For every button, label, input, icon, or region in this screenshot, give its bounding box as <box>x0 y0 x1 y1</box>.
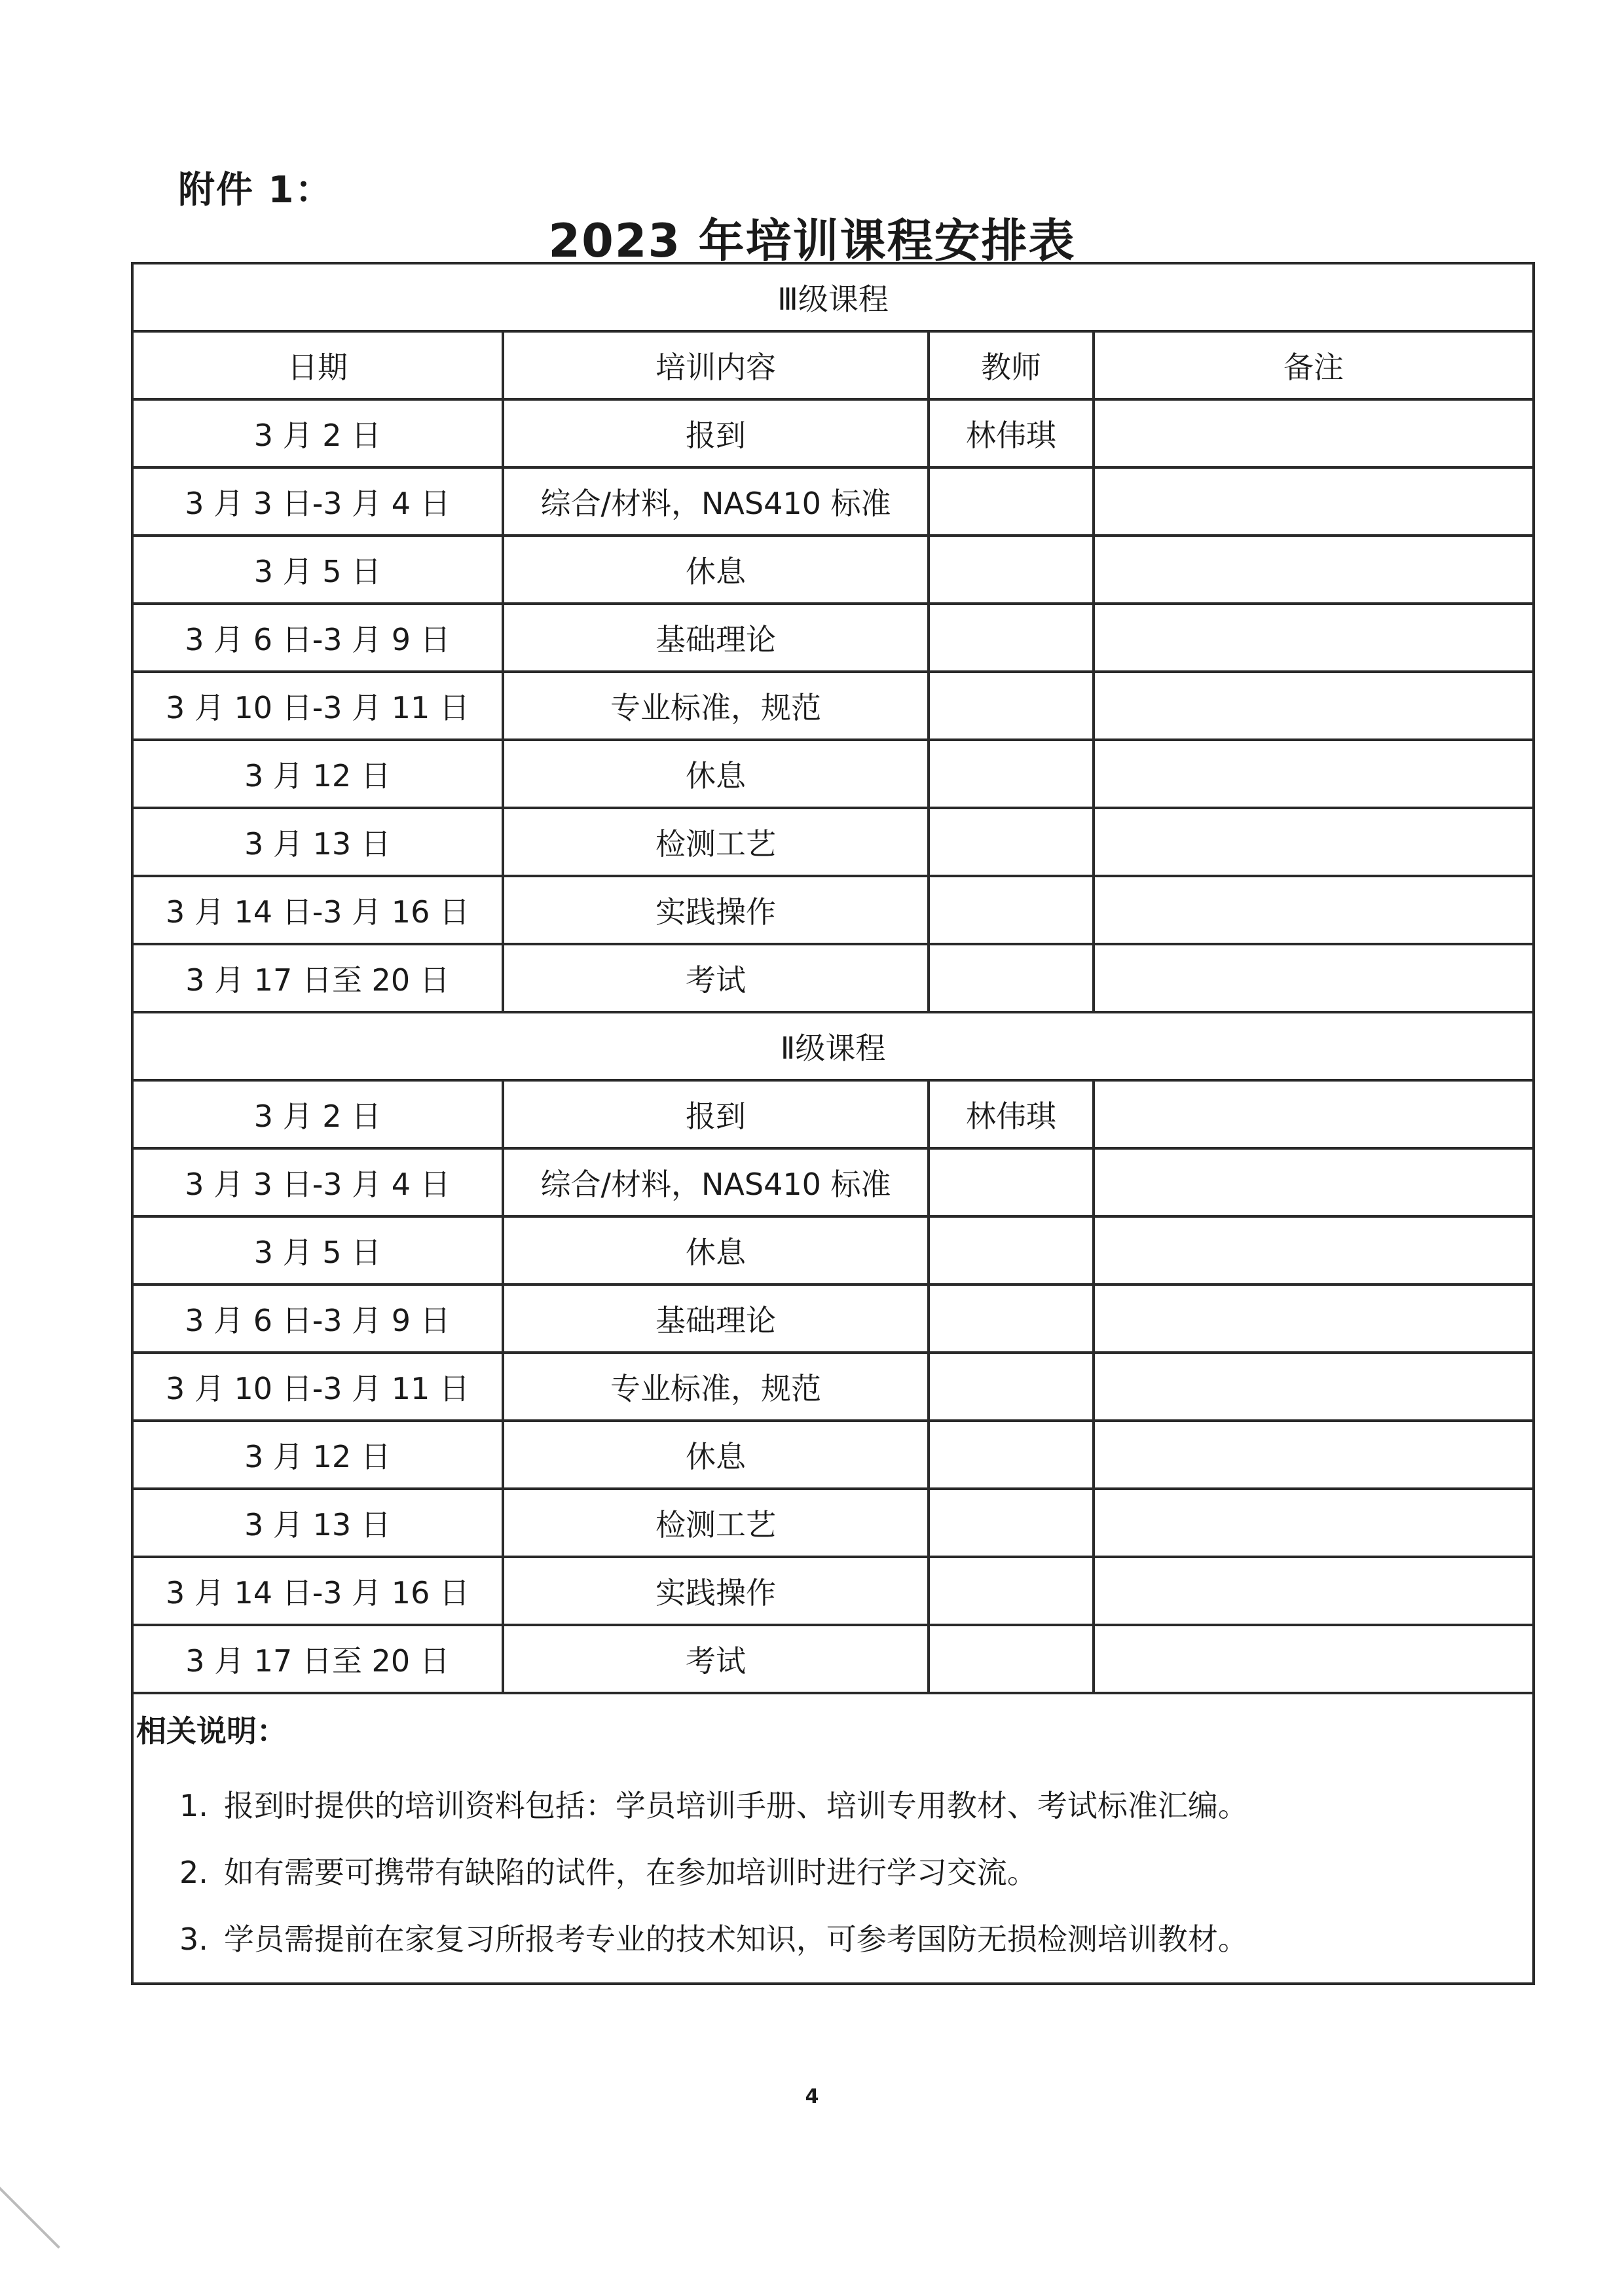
table-row <box>132 808 1534 876</box>
attachment-label: 附件 1： <box>178 169 333 211</box>
note-item <box>179 1782 1532 1825</box>
date-cell: 3 月 3 日-3 月 4 日 <box>132 467 503 536</box>
table-row <box>132 1216 1534 1285</box>
remark-cell <box>1094 1216 1534 1285</box>
teacher-cell <box>929 1625 1094 1693</box>
teacher-cell <box>929 1148 1094 1216</box>
section-title: Ⅲ级课程 <box>132 263 1534 331</box>
teacher-cell <box>929 536 1094 604</box>
note-number: 1. <box>179 1788 208 1823</box>
teacher-cell <box>929 808 1094 876</box>
teacher-cell <box>929 1489 1094 1557</box>
date-cell: 3 月 5 日 <box>132 536 503 604</box>
notes-cell <box>132 1693 1534 1984</box>
header-remark: 备注 <box>1094 331 1534 399</box>
date-cell: 3 月 14 日-3 月 16 日 <box>132 876 503 944</box>
notes-row <box>132 1693 1534 1984</box>
table-row <box>132 740 1534 808</box>
content-cell: 休息 <box>503 740 929 808</box>
remark-cell <box>1094 1625 1534 1693</box>
remark-cell <box>1094 1489 1534 1557</box>
date-cell: 3 月 10 日-3 月 11 日 <box>132 672 503 740</box>
remark-cell <box>1094 1353 1534 1421</box>
content-cell: 实践操作 <box>503 876 929 944</box>
content-cell: 休息 <box>503 1421 929 1489</box>
content-cell: 实践操作 <box>503 1557 929 1625</box>
date-cell: 3 月 17 日至 20 日 <box>132 1625 503 1693</box>
remark-cell <box>1094 740 1534 808</box>
remark-cell <box>1094 399 1534 467</box>
table-row <box>132 1421 1534 1489</box>
table-row <box>132 1285 1534 1353</box>
remark-cell <box>1094 1148 1534 1216</box>
remark-cell <box>1094 944 1534 1012</box>
note-number: 3. <box>179 1922 208 1957</box>
remark-cell <box>1094 604 1534 672</box>
teacher-cell <box>929 1353 1094 1421</box>
note-text: 报到时提供的培训资料包括：学员培训手册、培训专用教材、考试标准汇编。 <box>223 1788 1248 1823</box>
date-cell: 3 月 13 日 <box>132 808 503 876</box>
date-cell: 3 月 14 日-3 月 16 日 <box>132 1557 503 1625</box>
content-cell: 休息 <box>503 1216 929 1285</box>
note-item <box>179 1916 1532 1959</box>
table-row <box>132 1557 1534 1625</box>
teacher-cell <box>929 876 1094 944</box>
table-row <box>132 1625 1534 1693</box>
date-cell: 3 月 6 日-3 月 9 日 <box>132 604 503 672</box>
date-cell: 3 月 10 日-3 月 11 日 <box>132 1353 503 1421</box>
note-text: 学员需提前在家复习所报考专业的技术知识，可参考国防无损检测培训教材。 <box>223 1922 1248 1957</box>
teacher-cell <box>929 467 1094 536</box>
teacher-cell <box>929 672 1094 740</box>
date-cell: 3 月 6 日-3 月 9 日 <box>132 1285 503 1353</box>
date-cell: 3 月 13 日 <box>132 1489 503 1557</box>
date-cell: 3 月 17 日至 20 日 <box>132 944 503 1012</box>
date-cell: 3 月 12 日 <box>132 740 503 808</box>
remark-cell <box>1094 1557 1534 1625</box>
note-item <box>179 1849 1532 1892</box>
content-cell: 报到 <box>503 1080 929 1148</box>
content-cell: 检测工艺 <box>503 808 929 876</box>
content-cell: 综合/材料，NAS410 标准 <box>503 467 929 536</box>
table-row <box>132 604 1534 672</box>
content-cell: 休息 <box>503 536 929 604</box>
remark-cell <box>1094 672 1534 740</box>
scan-artifact-line <box>0 2187 60 2249</box>
content-cell: 专业标准，规范 <box>503 1353 929 1421</box>
page-number: 4 <box>805 2085 819 2108</box>
table-row <box>132 672 1534 740</box>
header-content: 培训内容 <box>503 331 929 399</box>
table-row <box>132 1489 1534 1557</box>
content-cell: 综合/材料，NAS410 标准 <box>503 1148 929 1216</box>
remark-cell <box>1094 1421 1534 1489</box>
content-cell: 报到 <box>503 399 929 467</box>
teacher-cell <box>929 740 1094 808</box>
content-cell: 检测工艺 <box>503 1489 929 1557</box>
teacher-cell: 林伟琪 <box>929 399 1094 467</box>
teacher-cell <box>929 1216 1094 1285</box>
date-cell: 3 月 3 日-3 月 4 日 <box>132 1148 503 1216</box>
section-header-row <box>132 1012 1534 1080</box>
schedule-table <box>131 262 1535 1985</box>
content-cell: 基础理论 <box>503 1285 929 1353</box>
remark-cell <box>1094 1080 1534 1148</box>
table-row <box>132 467 1534 536</box>
content-cell: 考试 <box>503 944 929 1012</box>
column-header-row <box>132 331 1534 399</box>
teacher-cell <box>929 1421 1094 1489</box>
note-number: 2. <box>179 1855 208 1890</box>
date-cell: 3 月 2 日 <box>132 399 503 467</box>
table-row <box>132 876 1534 944</box>
remark-cell <box>1094 808 1534 876</box>
section-title: Ⅱ级课程 <box>132 1012 1534 1080</box>
table-row <box>132 1148 1534 1216</box>
table-row <box>132 1080 1534 1148</box>
teacher-cell <box>929 1557 1094 1625</box>
header-teacher: 教师 <box>929 331 1094 399</box>
date-cell: 3 月 2 日 <box>132 1080 503 1148</box>
teacher-cell <box>929 944 1094 1012</box>
section-header-row <box>132 263 1534 331</box>
table-row <box>132 944 1534 1012</box>
note-text: 如有需要可携带有缺陷的试件，在参加培训时进行学习交流。 <box>223 1855 1037 1890</box>
remark-cell <box>1094 536 1534 604</box>
content-cell: 基础理论 <box>503 604 929 672</box>
table-row <box>132 399 1534 467</box>
content-cell: 专业标准，规范 <box>503 672 929 740</box>
table-row <box>132 536 1534 604</box>
teacher-cell: 林伟琪 <box>929 1080 1094 1148</box>
document-title: 2023 年培训课程安排表 <box>548 214 1076 268</box>
date-cell: 3 月 5 日 <box>132 1216 503 1285</box>
remark-cell <box>1094 467 1534 536</box>
remark-cell <box>1094 1285 1534 1353</box>
teacher-cell <box>929 1285 1094 1353</box>
header-date: 日期 <box>132 331 503 399</box>
table-row <box>132 1353 1534 1421</box>
notes-title: 相关说明： <box>136 1713 287 1749</box>
teacher-cell <box>929 604 1094 672</box>
content-cell: 考试 <box>503 1625 929 1693</box>
date-cell: 3 月 12 日 <box>132 1421 503 1489</box>
remark-cell <box>1094 876 1534 944</box>
